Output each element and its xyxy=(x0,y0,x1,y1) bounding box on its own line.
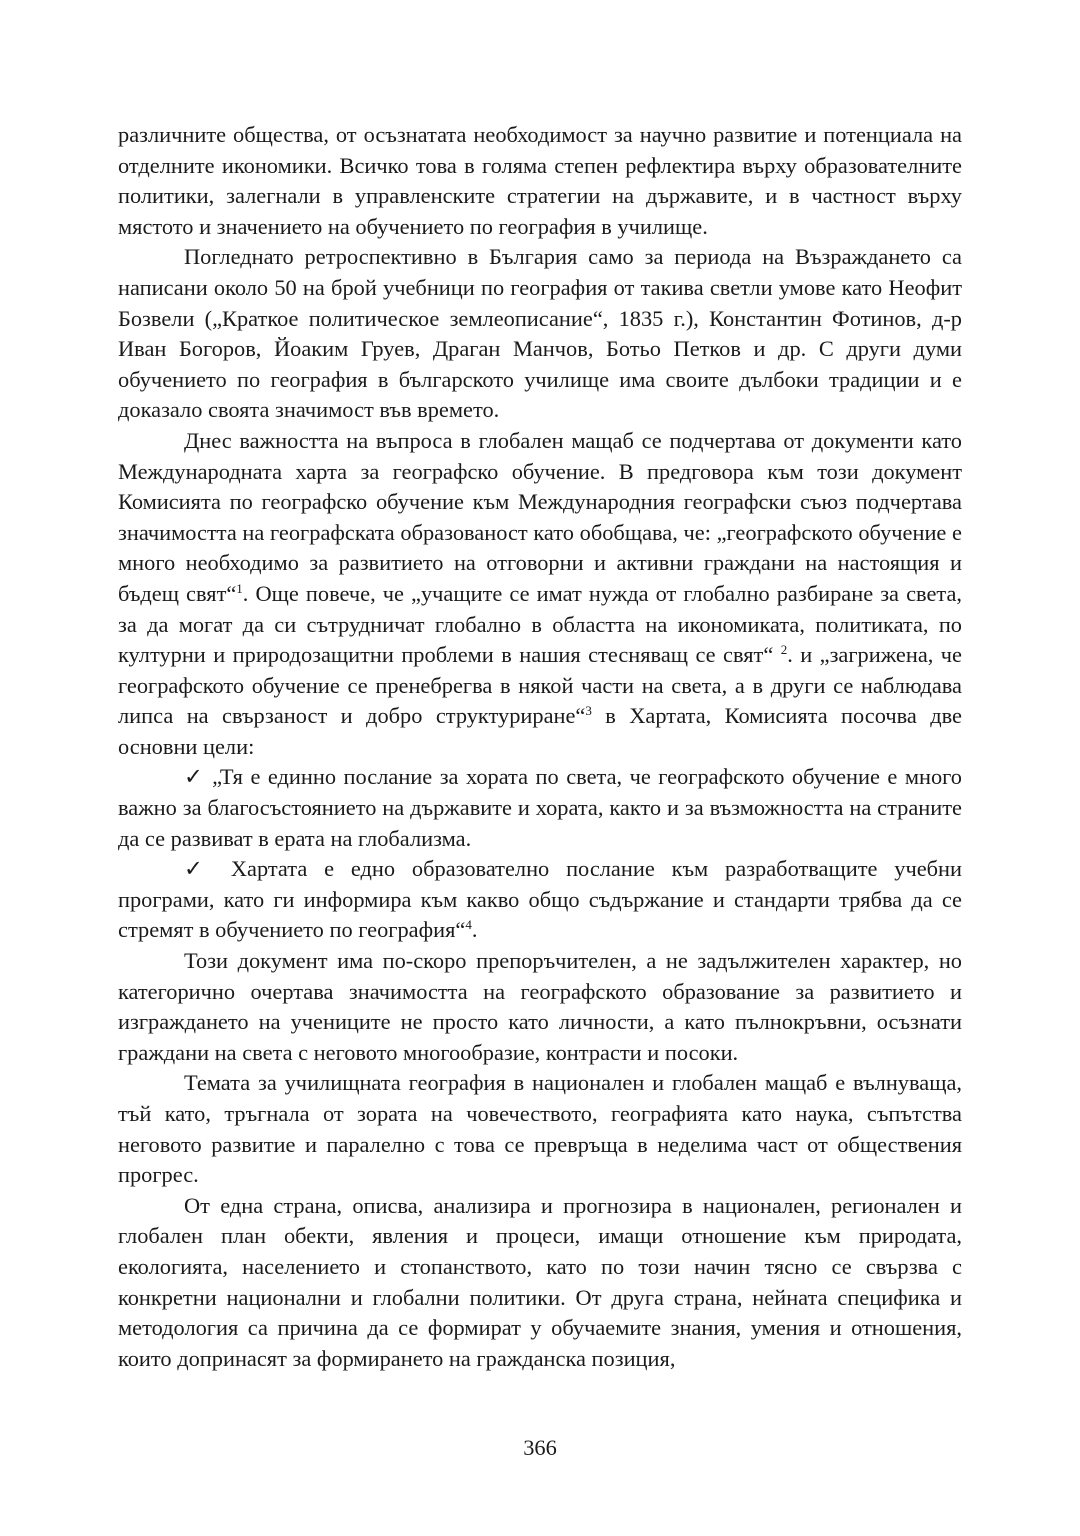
paragraph-2: Погледнато ретроспективно в България само за периода на Възраждането са написани около 50 на брой учебници по география от такива светли умове като Неофит Бозвели („Краткое политическое землеописание“, 1835 г.), Константин Фотинов, д-р Иван Богоров, Йоаким Груев, Драган Манчов, Ботьо Петков и др. С други думи обучението по география в българското училище има своите дълбоки традиции и е доказало своята значимост във времето. xyxy=(118,244,962,423)
footnote-ref-4[interactable]: 4 xyxy=(465,917,472,933)
footnote-ref-2[interactable]: 2 xyxy=(780,642,788,658)
paragraph-3-part-d: в Хартата, Комисията посочва две основни цели: xyxy=(118,703,962,759)
paragraph-6: От една страна, описва, анализира и прогнозира в национален, регионален и глобален план обекти, явления и процеси, имащи отношение към природата, екологията, населението и стопанството, като по този начин тясно се свързва с конкретни национални и глобални политики. От друга страна, нейната специфика и методология са причина да се формират у обучаемите знания, умения и отношения, които допринасят за формирането на гражданска позиция, xyxy=(118,1192,962,1371)
paragraph-3-part-a: Днес важността на въпроса в глобален мащаб се подчертава от документи като Международната харта за географско обучение. В предговора към този документ Комисията по географско обучение към Международния географски съюз подчертава значимостта на географската образованост като обобщава, че: „географското обучение е много необходимо за развитието на отговорни и активни граждани на настоящия и бъдещ свят“ xyxy=(118,427,962,606)
bullet-1-text: „Тя е единно послание за хората по света, че географското обучение е много важно за благосъстоянието на държавите и хората, както и за възможността на страните да се развиват в ерата на глобализма. xyxy=(118,764,962,851)
bullet-item-1 xyxy=(118,762,962,854)
footnote-ref-3[interactable]: 3 xyxy=(585,703,592,719)
page-number: 366 xyxy=(523,1435,557,1460)
bullet-2-text: Хартата е едно образователно послание към разработващите учебни програми, като ги информира към какво общо съдържание и стандарти трябва да се стремят в обучението по география“ xyxy=(118,856,962,943)
bullet-item-2 xyxy=(118,854,962,946)
paragraph-3 xyxy=(118,426,962,763)
footnote-ref-1[interactable]: 1 xyxy=(236,580,243,596)
page-body xyxy=(118,120,962,1374)
check-icon: ✓ xyxy=(184,856,214,882)
paragraph-3-part-b: . Още повече, че „учащите се имат нужда от глобално разбиране за света, за да могат да си сътрудничат глобално в областта на икономиката, политиката, по културни и природозащитни проблеми в нашия стесняващ се свят“ xyxy=(118,580,962,668)
paragraph-3-part-c: . и „загрижена, че географското обучение се пренебрегва в някой части на света, а в други се наблюдава липса на свързаност и добро структуриране“ xyxy=(118,642,962,729)
paragraph-4: Този документ има по-скоро препоръчителен, а не задължителен характер, но категорично очертава значимостта на географското образование за развитието и изграждането на учениците не просто като личности, а като пълнокръвни, осъзнати граждани на света с неговото многообразие, контрасти и посоки. xyxy=(118,948,962,1065)
paragraph-1: различните общества, от осъзнатата необходимост за научно развитие и потенциала на отделните икономики. Всичко това в голяма степен рефлектира върху образователните политики, залегнали в управленските стратегии на държавите, и в частност върху мястото и значението на обучението по география в училище. xyxy=(118,122,962,239)
bullet-2-end: . xyxy=(471,917,478,943)
paragraph-5: Темата за училищната география в национален и глобален мащаб е вълнуваща, тъй като, тръгнала от зората на човечеството, географията като наука, съпътства неговото развитие и паралелно с това се превръща в неделима част от обществения прогрес. xyxy=(118,1070,962,1188)
check-icon: ✓ xyxy=(184,764,205,790)
